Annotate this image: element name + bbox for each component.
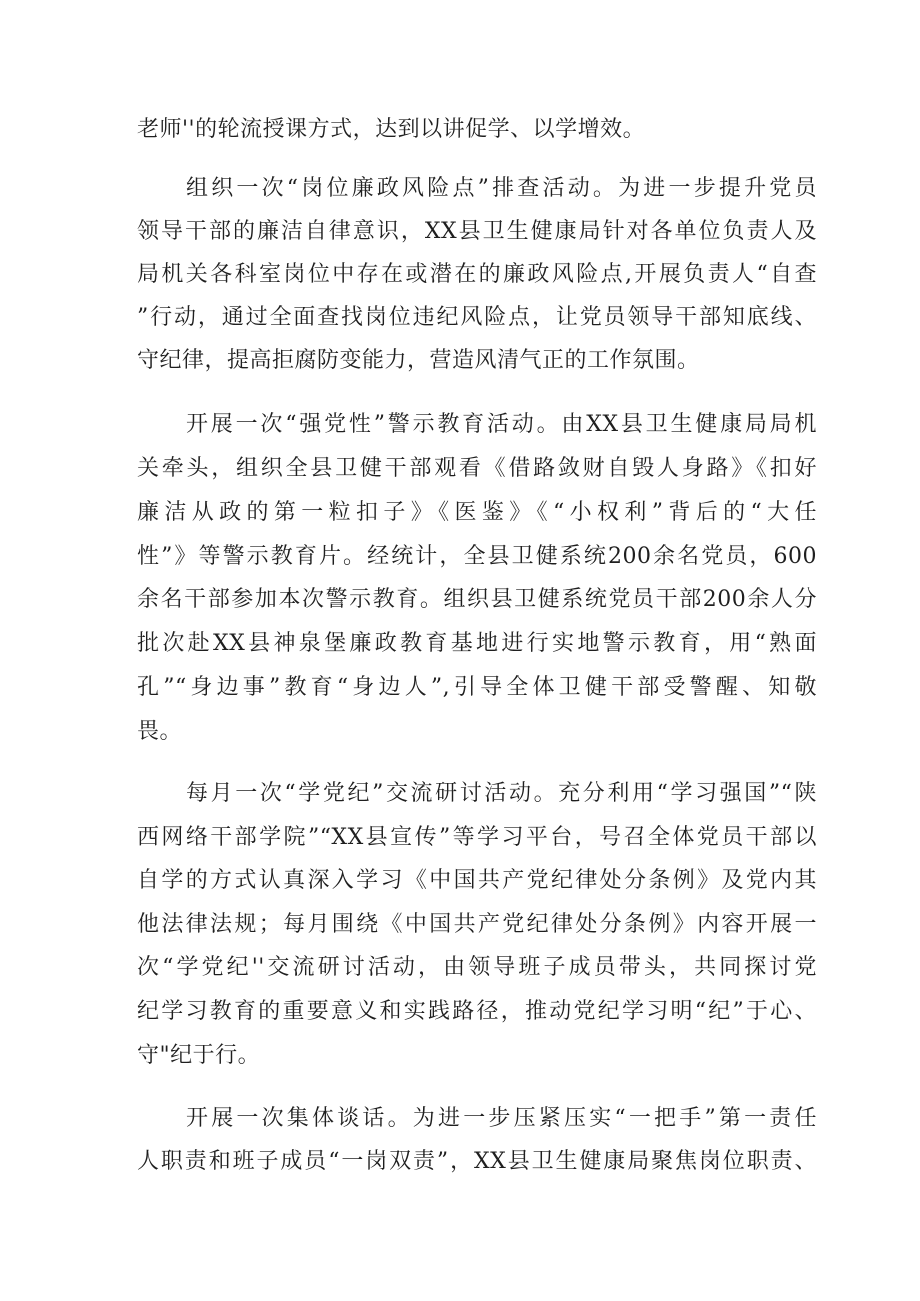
paragraph-4-line-2: 西网络干部学院”“XX县宣传”等学习平台，号召全体党员干部以 [137, 825, 817, 850]
paragraph-3-line-2: 关牵头，组织全县卫健干部观看《借路敛财自毁人身路》《扣好 [137, 456, 817, 481]
paragraph-4-line-5: 次“学党纪''交流研讨活动，由领导班子成员带头，共同探讨党 [137, 955, 817, 980]
paragraph-3-line-6: 批次赴XX县神泉堡廉政教育基地进行实地警示教育，用“熟面 [137, 631, 817, 656]
paragraph-3-line-8: 畏。 [137, 719, 183, 744]
paragraph-3-line-4: 性”》等警示教育片。经统计，全县卫健系统200余名党员，600 [137, 544, 817, 569]
paragraph-4-line-4: 他法律法规；每月围绕《中国共产党纪律处分条例》内容开展一 [137, 912, 817, 937]
paragraph-3-line-3: 廉洁从政的第一粒扣子》《医鉴》《“小权利”背后的“大任 [137, 500, 817, 525]
paragraph-2-line-5: 守纪律，提高拒腐防变能力，营造风清气正的工作氛围。 [137, 348, 700, 373]
paragraph-4-line-1: 每月一次“学党纪”交流研讨活动。充分利用“学习强国”“陕 [186, 781, 817, 806]
paragraph-2-line-1: 组织一次“岗位廉政风险点”排查活动。为进一步提升党员 [186, 176, 817, 201]
paragraph-4-line-7: 守"纪于行。 [137, 1043, 261, 1068]
paragraph-2-line-4: ”行动，通过全面查找岗位违纪风险点，让党员领导干部知底线、 [137, 305, 817, 330]
paragraph-3-line-7: 孔”“身边事”教育“身边人”,引导全体卫健干部受警醒、知敬 [137, 675, 817, 700]
paragraph-3-line-1: 开展一次“强党性”警示教育活动。由XX县卫生健康局局机 [186, 412, 817, 437]
paragraph-5-line-1: 开展一次集体谈话。为进一步压紧压实“一把手”第一责任 [186, 1106, 817, 1131]
paragraph-2-line-3: 局机关各科室岗位中存在或潜在的廉政风险点,开展负责人“自查 [137, 262, 817, 287]
paragraph-2-line-2: 领导干部的廉洁自律意识，XX县卫生健康局针对各单位负责人及 [137, 219, 817, 244]
paragraph-3-line-5: 余名干部参加本次警示教育。组织县卫健系统党员干部200余人分 [137, 587, 817, 612]
paragraph-5-line-2: 人职责和班子成员“一岗双责”，XX县卫生健康局聚焦岗位职责、 [137, 1149, 817, 1174]
paragraph-4-line-3: 自学的方式认真深入学习《中国共产党纪律处分条例》及党内其 [137, 868, 817, 893]
paragraph-1-line-1: 老师''的轮流授课方式，达到以讲促学、以学增效。 [137, 117, 646, 142]
paragraph-4-line-6: 纪学习教育的重要意义和实践路径，推动党纪学习明“纪”于心、 [137, 999, 817, 1024]
